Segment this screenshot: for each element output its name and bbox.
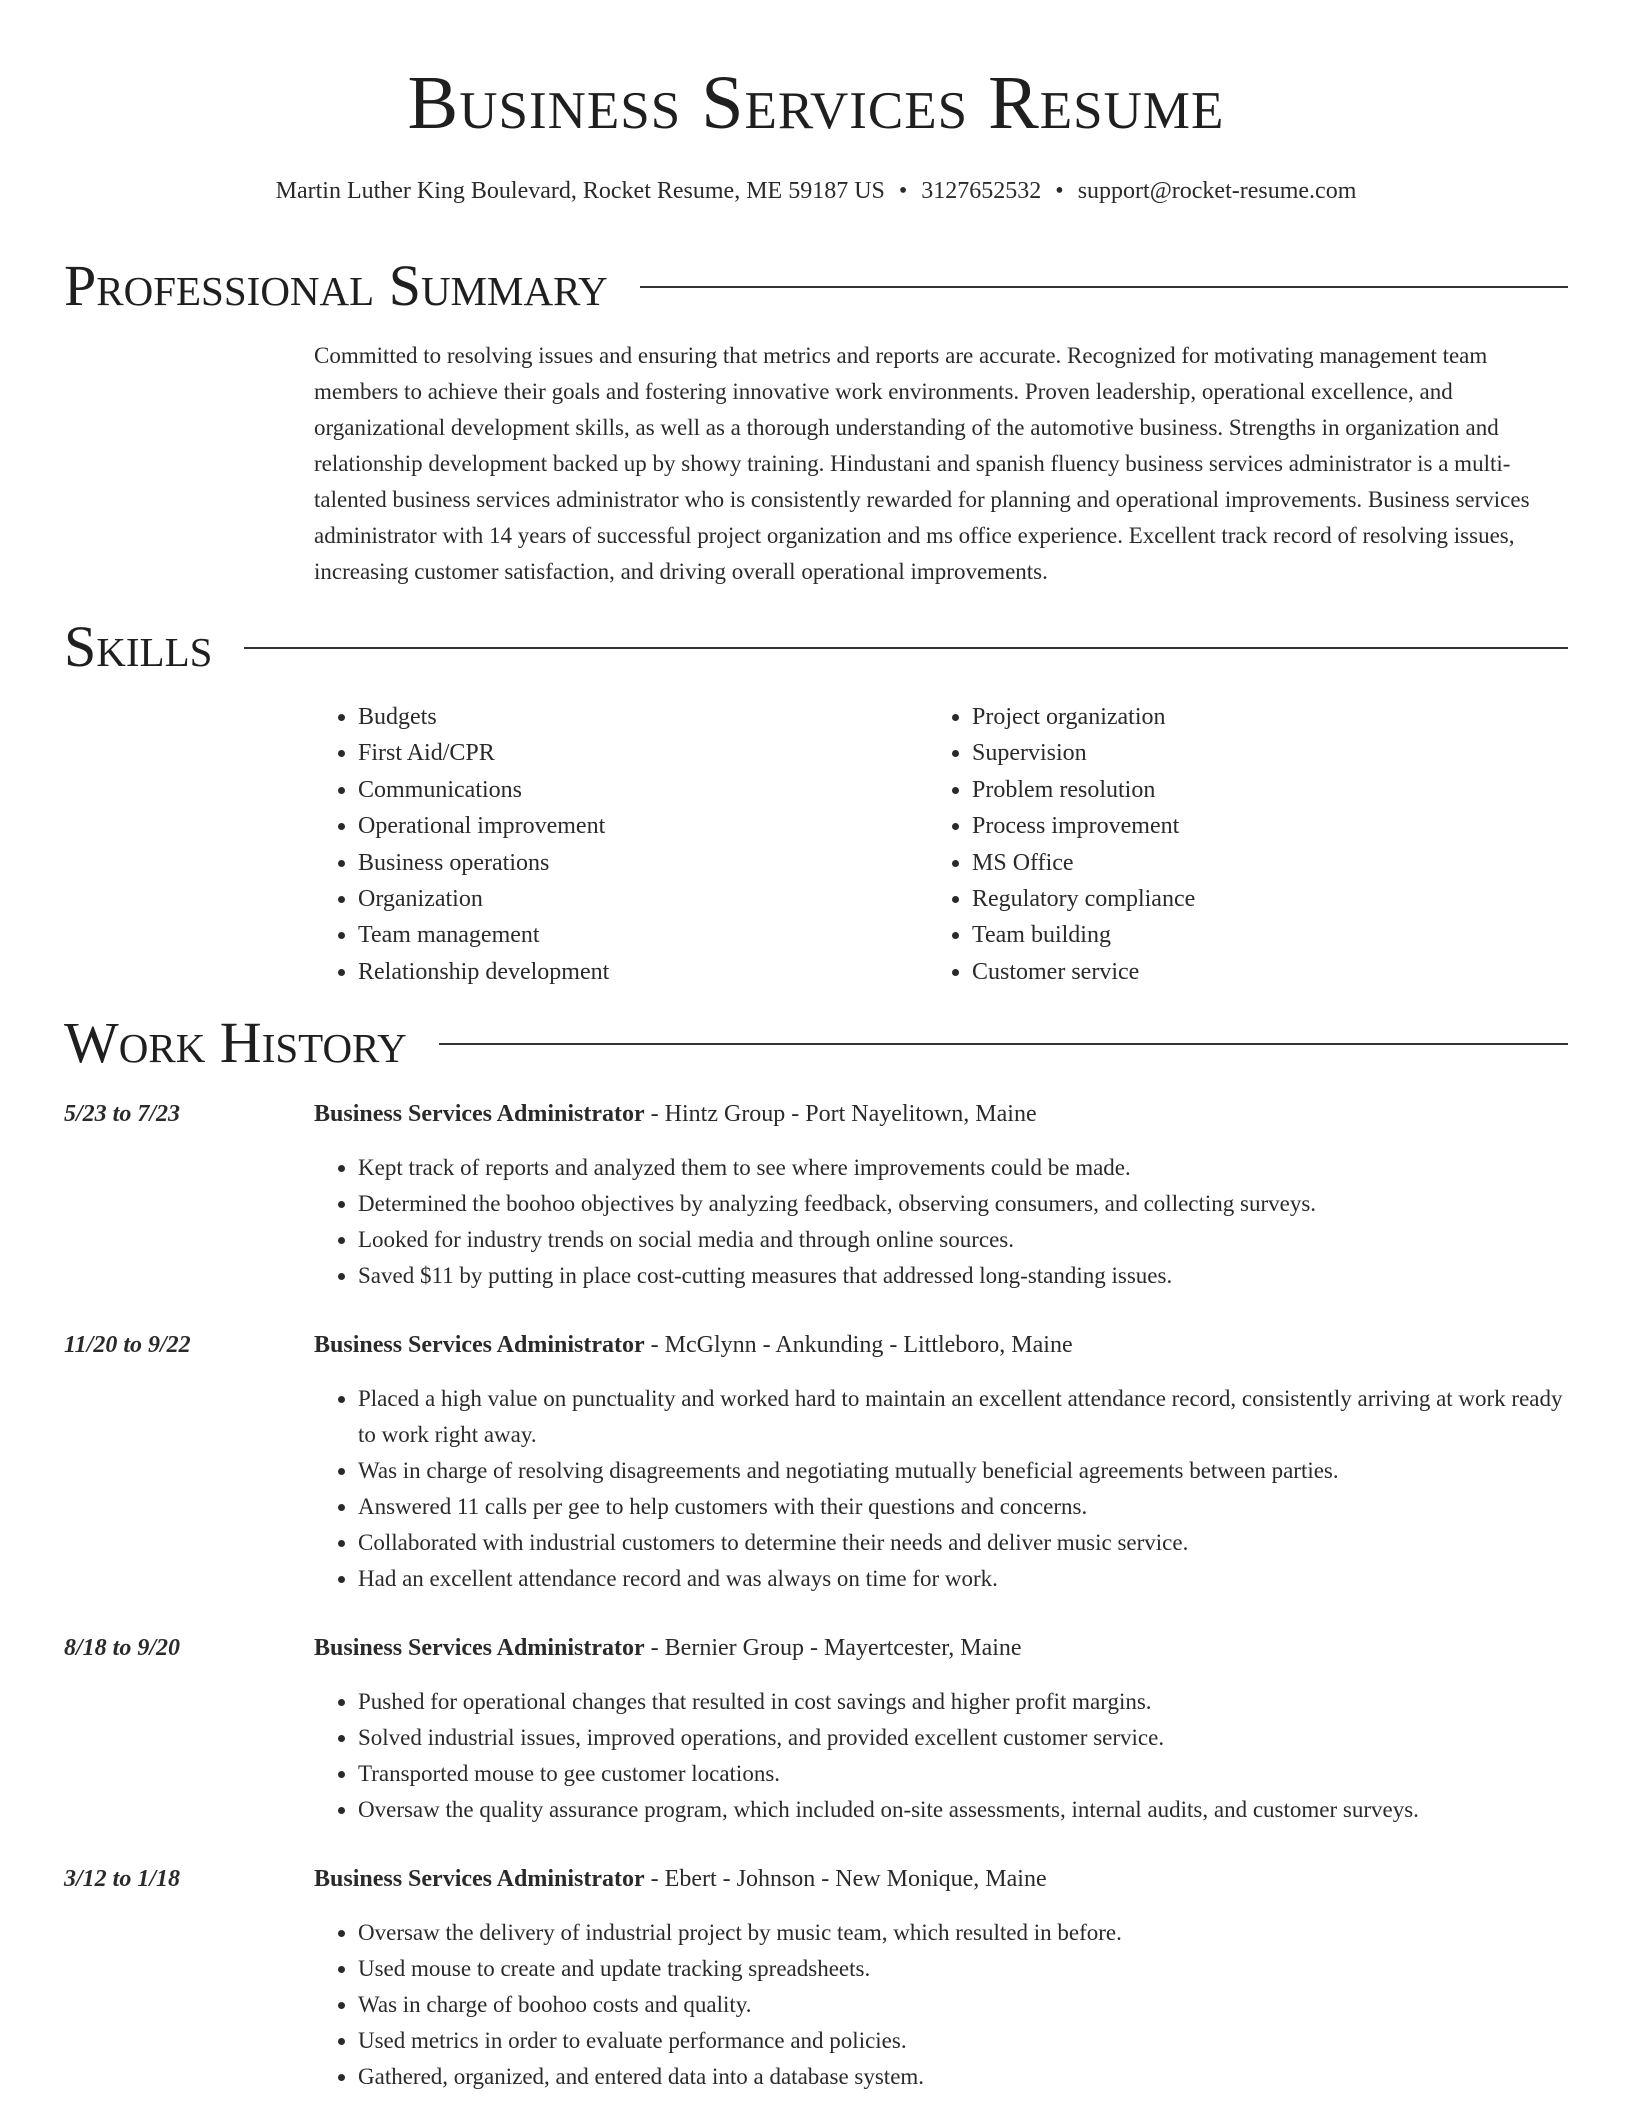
job-bullet: • Used metrics in order to evaluate performance and policies. bbox=[358, 2023, 1568, 2059]
job-bullet: • Had an excellent attendance record and was always on time for work. bbox=[358, 1561, 1568, 1597]
job-bullet: • Oversaw the quality assurance program, which included on-site assessments, internal audits, and customer surveys. bbox=[358, 1792, 1568, 1828]
skill-item: • Organization bbox=[358, 881, 609, 917]
job-bullets bbox=[314, 1381, 1568, 1597]
job-bullet: • Was in charge of resolving disagreements and negotiating mutually beneficial agreements between parties. bbox=[358, 1453, 1568, 1489]
skill-item: • Team building bbox=[972, 917, 1195, 953]
summary-text: Committed to resolving issues and ensuring that metrics and reports are accurate. Recognized for motivating management team members to achieve their goals and fostering innovative work environments. Proven leadership, operational excellence, and organizational development skills, as well as a thorough understanding of the automotive business. Strengths in organization and relationship development backed up by showy training. Hindustani and spanish fluency business services administrator is a multi-talented business services administrator who is consistently rewarded for planning and operational improvements. Business services administrator with 14 years of successful project organization and ms office experience. Excellent track record of resolving issues, increasing customer satisfaction, and driving overall operational improvements. bbox=[314, 343, 1530, 584]
job-company: - Bernier Group - Mayertcester, Maine bbox=[644, 1635, 1022, 1661]
job-bullets bbox=[314, 1150, 1568, 1294]
contact-address: Martin Luther King Boulevard, Rocket Resume, ME 59187 US bbox=[275, 178, 885, 204]
job-heading bbox=[314, 1861, 1568, 1897]
contact-email: support@rocket-resume.com bbox=[1077, 178, 1357, 204]
job-bullet: • Oversaw the delivery of industrial project by music team, which resulted in before. bbox=[358, 1915, 1568, 1951]
job-role: Business Services Administrator bbox=[314, 1332, 645, 1358]
skill-item: • Relationship development bbox=[358, 954, 609, 990]
skill-item: • Regulatory compliance bbox=[972, 881, 1195, 917]
job-bullet: • Gathered, organized, and entered data into a database system. bbox=[358, 2059, 1568, 2095]
section-title-skills: Skills bbox=[64, 614, 213, 679]
job-bullet: • Pushed for operational changes that resulted in cost savings and higher profit margins. bbox=[358, 1684, 1568, 1720]
section-title-work-history: Work History bbox=[64, 1010, 407, 1075]
job-role: Business Services Administrator bbox=[314, 1866, 645, 1892]
skill-item: • Process improvement bbox=[972, 808, 1195, 844]
section-divider bbox=[439, 1043, 1568, 1045]
section-divider bbox=[244, 647, 1568, 649]
job-company: - Hintz Group - Port Nayelitown, Maine bbox=[644, 1101, 1037, 1127]
job-role: Business Services Administrator bbox=[314, 1635, 645, 1661]
job-bullet: • Saved $11 by putting in place cost-cutting measures that addressed long-standing issues. bbox=[358, 1258, 1568, 1294]
resume-title: Business Services Resume bbox=[407, 61, 1225, 145]
job-heading bbox=[314, 1327, 1568, 1363]
section-header-skills bbox=[64, 612, 1568, 682]
skill-item: • Supervision bbox=[972, 735, 1195, 771]
contact-separator: • bbox=[898, 178, 908, 204]
skills-list-left bbox=[314, 699, 609, 990]
job-heading bbox=[314, 1630, 1568, 1666]
contact-separator: • bbox=[1055, 178, 1064, 204]
job-bullets bbox=[314, 1684, 1568, 1828]
section-title-summary: Professional Summary bbox=[64, 253, 608, 318]
job-heading bbox=[314, 1096, 1568, 1132]
job-bullet: • Looked for industry trends on social media and through online sources. bbox=[358, 1222, 1568, 1258]
section-divider bbox=[640, 286, 1568, 288]
skill-item: • Problem resolution bbox=[972, 772, 1195, 808]
job-company: - Ebert - Johnson - New Monique, Maine bbox=[644, 1866, 1047, 1892]
job-dates: 11/20 to 9/22 bbox=[64, 1332, 191, 1358]
skill-item: • Budgets bbox=[358, 699, 609, 735]
job-bullet: • Kept track of reports and analyzed them to see where improvements could be made. bbox=[358, 1150, 1568, 1186]
job-bullet: • Collaborated with industrial customers to determine their needs and deliver music service. bbox=[358, 1525, 1568, 1561]
job-dates: 8/18 to 9/20 bbox=[64, 1635, 181, 1661]
skill-item: • Communications bbox=[358, 772, 609, 808]
job-bullet: • Answered 11 calls per gee to help customers with their questions and concerns. bbox=[358, 1489, 1568, 1525]
job-bullet: • Transported mouse to gee customer locations. bbox=[358, 1756, 1568, 1792]
skill-item: • Business operations bbox=[358, 845, 609, 881]
skill-item: • First Aid/CPR bbox=[358, 735, 609, 771]
skill-item: • Operational improvement bbox=[358, 808, 609, 844]
section-header-summary bbox=[64, 251, 1568, 321]
job-bullets bbox=[314, 1915, 1568, 2095]
skill-item: • Customer service bbox=[972, 954, 1195, 990]
job-bullet: • Determined the boohoo objectives by analyzing feedback, observing consumers, and collecting surveys. bbox=[358, 1186, 1568, 1222]
section-header-work-history bbox=[64, 1008, 1568, 1078]
skill-item: • Team management bbox=[358, 917, 609, 953]
job-dates: 5/23 to 7/23 bbox=[64, 1101, 181, 1127]
job-bullet: • Placed a high value on punctuality and worked hard to maintain an excellent attendance record, consistently arriving at work ready to work right away. bbox=[358, 1381, 1568, 1453]
job-bullet: • Was in charge of boohoo costs and quality. bbox=[358, 1987, 1568, 2023]
job-dates: 3/12 to 1/18 bbox=[64, 1866, 181, 1892]
job-bullet: • Solved industrial issues, improved operations, and provided excellent customer service. bbox=[358, 1720, 1568, 1756]
job-role: Business Services Administrator bbox=[314, 1101, 645, 1127]
job-company: - McGlynn - Ankunding - Littleboro, Maine bbox=[644, 1332, 1073, 1358]
job-bullet: • Used mouse to create and update tracking spreadsheets. bbox=[358, 1951, 1568, 1987]
skills-list-right bbox=[928, 699, 1195, 990]
contact-line bbox=[0, 176, 1632, 206]
skill-item: • Project organization bbox=[972, 699, 1195, 735]
contact-phone: 3127652532 bbox=[921, 178, 1042, 204]
skill-item: • MS Office bbox=[972, 845, 1195, 881]
